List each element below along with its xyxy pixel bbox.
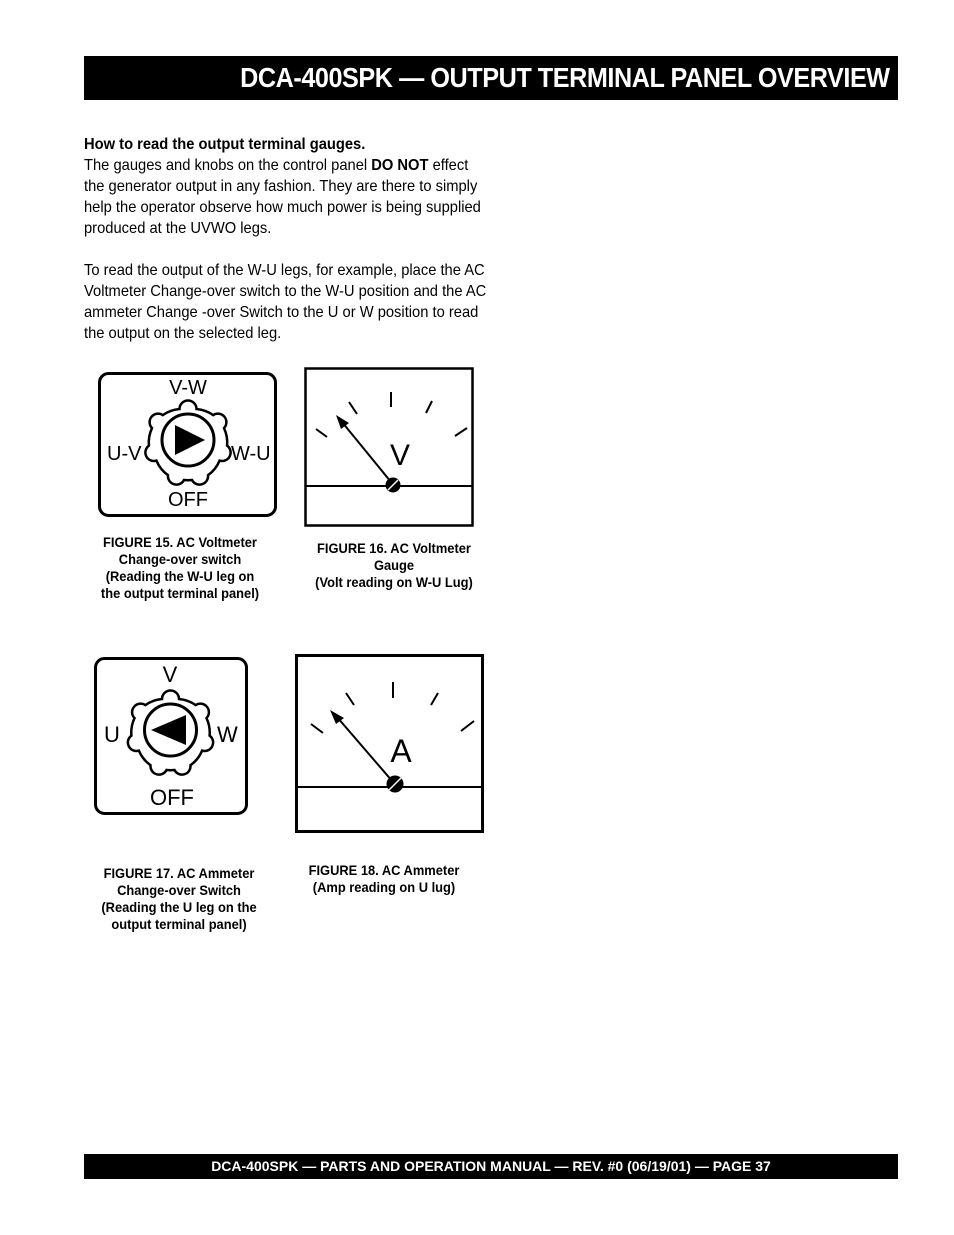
caption-line: Change-over Switch bbox=[117, 882, 241, 898]
footer-bar bbox=[84, 1154, 898, 1179]
figure-16-caption bbox=[298, 540, 490, 591]
switch-label-bottom: OFF bbox=[168, 489, 208, 511]
paragraph-2: To read the output of the W-U legs, for example, place the AC Voltmeter Change-over switch to the W-U position and the AC ammeter Change -over Switch to the U or W position to read the output on the selected leg. bbox=[84, 262, 487, 342]
caption-line: (Reading the U leg on the bbox=[101, 899, 257, 915]
gauge-symbol: A bbox=[390, 733, 412, 769]
caption-line: FIGURE 16. AC Voltmeter bbox=[317, 540, 471, 556]
caption-line: output terminal panel) bbox=[111, 916, 247, 932]
figure-18-caption bbox=[288, 862, 480, 896]
caption-line: (Volt reading on W-U Lug) bbox=[315, 574, 473, 590]
figure-17-caption bbox=[83, 865, 275, 933]
caption-line: FIGURE 15. AC Voltmeter bbox=[103, 534, 257, 550]
para1-bold: DO NOT bbox=[371, 157, 429, 174]
switch-label-left: U bbox=[104, 722, 120, 747]
caption-line: FIGURE 18. AC Ammeter bbox=[308, 862, 460, 878]
body-text bbox=[84, 134, 494, 344]
switch-label-top: V-W bbox=[169, 377, 207, 399]
section-heading: How to read the output terminal gauges. bbox=[84, 136, 366, 153]
header-bar bbox=[84, 56, 898, 100]
caption-line: Gauge bbox=[373, 557, 415, 573]
switch-label-right: W-U bbox=[231, 443, 271, 465]
switch-label-left: U-V bbox=[107, 443, 142, 465]
paragraph-1 bbox=[84, 155, 489, 239]
caption-line: the output terminal panel) bbox=[100, 585, 260, 601]
figure-15-voltmeter-switch bbox=[98, 372, 278, 518]
switch-label-right: W bbox=[217, 722, 238, 747]
para1-before: The gauges and knobs on the control panel bbox=[84, 157, 372, 174]
caption-line: Change-over switch bbox=[118, 551, 242, 567]
switch-label-top: V bbox=[162, 662, 178, 687]
caption-line: FIGURE 17. AC Ammeter bbox=[103, 865, 255, 881]
switch-label-bottom: OFF bbox=[150, 785, 194, 810]
caption-line: (Amp reading on U lug) bbox=[312, 879, 456, 895]
figure-15-caption bbox=[84, 534, 276, 602]
figure-18-ammeter-gauge bbox=[295, 654, 485, 834]
figure-17-ammeter-switch bbox=[94, 657, 249, 816]
page-title: DCA-400SPK — OUTPUT TERMINAL PANEL OVERVIEW bbox=[240, 62, 890, 93]
caption-line: (Reading the W-U leg on bbox=[105, 568, 255, 584]
para1-after: effect the generator output in any fashion. They are there to simply help the operator observe how much power is being supplied produced at the UVWO legs. bbox=[84, 157, 481, 237]
figure-16-voltmeter-gauge bbox=[304, 367, 475, 528]
gauge-symbol: V bbox=[389, 439, 411, 472]
footer-text: DCA-400SPK — PARTS AND OPERATION MANUAL — REV. #0 (06/19/01) — PAGE 37 bbox=[211, 1158, 771, 1174]
